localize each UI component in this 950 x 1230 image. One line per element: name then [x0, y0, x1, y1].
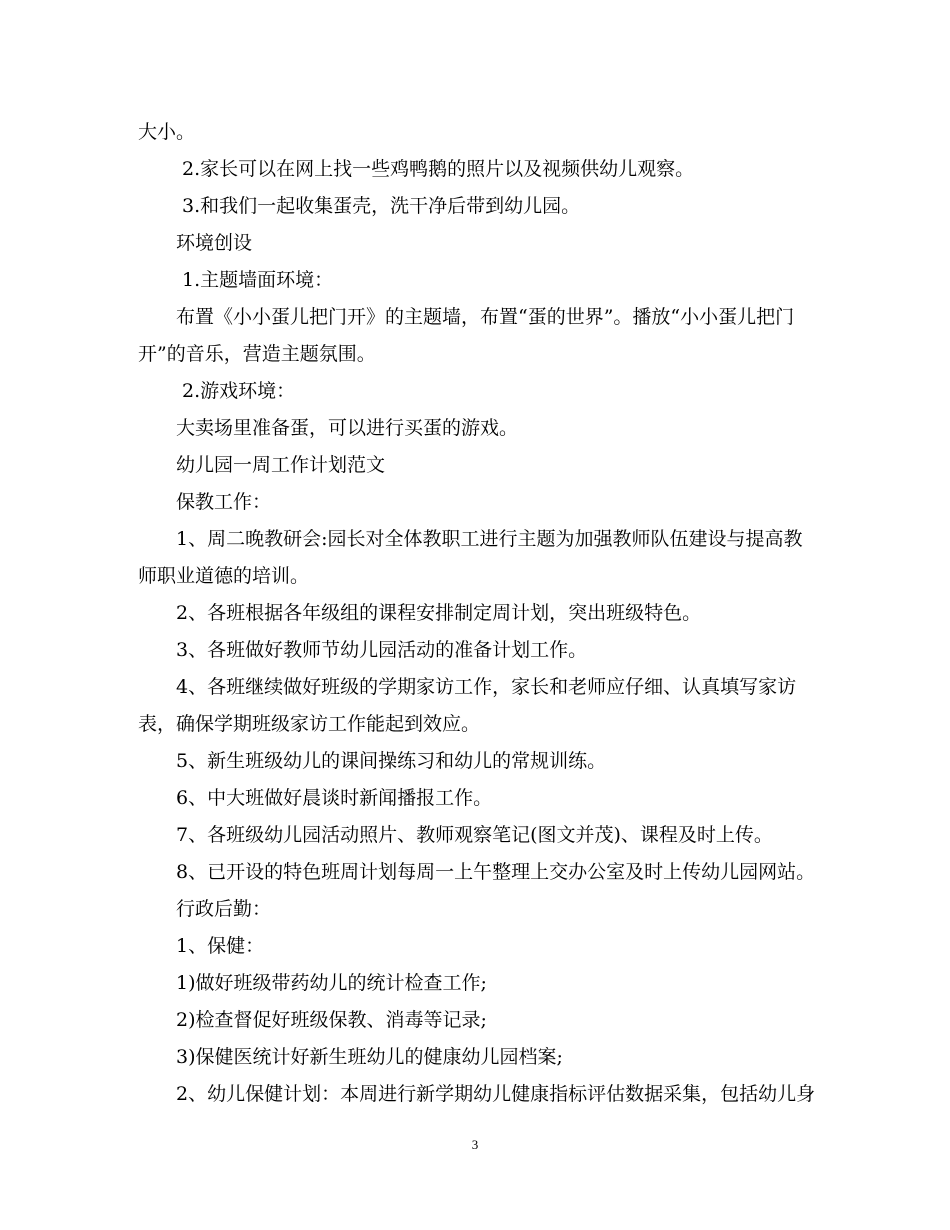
- page-number: 3: [471, 1137, 479, 1152]
- paragraph-teaching-item-2: 2、各班根据各年级组的课程安排制定周计划，突出班级特色。: [176, 602, 702, 624]
- paragraph-teaching-item-6: 6、中大班做好晨谈时新闻播报工作。: [176, 787, 493, 809]
- paragraph-teaching-item-3: 3、各班做好教师节幼儿园活动的准备计划工作。: [176, 639, 588, 661]
- paragraph-continuation: 大小。: [138, 121, 196, 143]
- paragraph-game-environment: 2.游戏环境：: [182, 380, 296, 402]
- section-heading-environment: 环境创设: [176, 232, 253, 254]
- document-body: [138, 114, 818, 1113]
- paragraph-parent-item-2: 2.家长可以在网上找一些鸡鸭鹅的照片以及视频供幼儿观察。: [182, 158, 695, 180]
- paragraph-health-item-1: 1)做好班级带药幼儿的统计检查工作;: [176, 972, 487, 994]
- paragraph-health-item-3: 3)保健医统计好新生班幼儿的健康幼儿园档案;: [176, 1046, 563, 1068]
- paragraph-parent-item-3: 3.和我们一起收集蛋壳，洗干净后带到幼儿园。: [182, 195, 581, 217]
- paragraph-health-heading: 1、保健：: [176, 935, 265, 957]
- paragraph-teaching-item-5: 5、新生班级幼儿的课间操练习和幼儿的常规训练。: [176, 750, 607, 772]
- paragraph-teaching-item-1: 1、周二晚教研会:园长对全体教职工进行主题为加强教师队伍建设与提高教师职业道德的培训。: [138, 528, 803, 587]
- section-heading-weekly-plan: 幼儿园一周工作计划范文: [176, 454, 386, 476]
- paragraph-teaching-item-8: 8、已开设的特色班周计划每周一上午整理上交办公室及时上传幼儿园网站。: [176, 861, 816, 883]
- paragraph-market-game: 大卖场里准备蛋，可以进行买蛋的游戏。: [176, 417, 519, 439]
- paragraph-theme-wall: 布置《小小蛋儿把门开》的主题墙，布置“蛋的世界”。播放“小小蛋儿把门开”的音乐，营造主题氛围。: [138, 306, 795, 365]
- paragraph-health-plan: 2、幼儿保健计划：本周进行新学期幼儿健康指标评估数据采集，包括幼儿身: [176, 1083, 816, 1105]
- section-heading-admin: 行政后勤：: [176, 898, 272, 920]
- paragraph-wall-environment: 1.主题墙面环境：: [182, 269, 334, 291]
- section-heading-teaching: 保教工作：: [176, 491, 272, 513]
- paragraph-health-item-2: 2)检查督促好班级保教、消毒等记录;: [176, 1009, 487, 1031]
- paragraph-teaching-item-4: 4、各班继续做好班级的学期家访工作，家长和老师应仔细、认真填写家访表，确保学期班级家访工作能起到效应。: [138, 676, 797, 735]
- paragraph-teaching-item-7: 7、各班级幼儿园活动照片、教师观察笔记(图文并茂)、课程及时上传。: [176, 824, 773, 846]
